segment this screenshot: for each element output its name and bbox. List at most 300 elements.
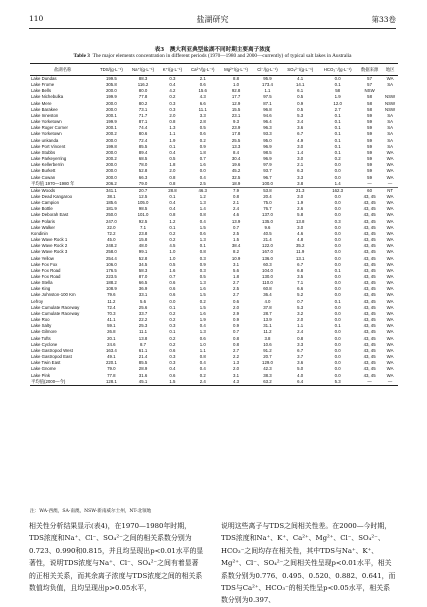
value-cell: WA: [386, 162, 394, 168]
value-cell: 0.5: [297, 94, 304, 100]
source-cell: 43, 45: [363, 200, 376, 206]
value-cell: 4.8: [297, 237, 304, 243]
value-cell: 25.6: [138, 304, 148, 310]
value-cell: 60.8: [263, 286, 272, 292]
source-cell: 43, 45: [363, 347, 376, 353]
value-cell: 4.6: [233, 212, 240, 218]
value-cell: 0.6: [199, 230, 206, 236]
value-cell: 3.7: [297, 354, 304, 360]
value-cell: 6.8: [297, 267, 304, 273]
value-cell: 0.6: [199, 82, 206, 88]
value-cell: WA: [386, 206, 394, 212]
value-cell: 0.5: [297, 106, 304, 112]
source-cell: 43, 45: [363, 310, 376, 316]
lake-name-cell: Lake Cyclone: [31, 341, 58, 347]
value-cell: NT: [382, 187, 398, 194]
value-cell: 6.7: [297, 261, 304, 267]
value-cell: 2.2: [233, 354, 240, 360]
value-cell: 2.5: [233, 286, 240, 292]
value-cell: 59.1: [107, 323, 116, 329]
value-cell: 60.3: [263, 261, 272, 267]
lake-name-cell: Lefroy: [31, 298, 44, 304]
value-cell: 13.3: [231, 143, 241, 149]
value-cell: 6.7: [297, 131, 304, 137]
page-number: 110: [29, 14, 44, 23]
value-cell: 0.0: [169, 298, 176, 304]
value-cell: 80.0: [138, 88, 148, 94]
value-cell: 1.3: [199, 200, 206, 206]
table-row: [30, 187, 398, 194]
source-cell: 43, 45: [363, 329, 376, 335]
value-cell: 1.4: [199, 206, 206, 212]
value-cell: 199.9: [105, 94, 117, 100]
lake-name-cell: Lake Parkeyerring: [31, 156, 67, 162]
page-header: [29, 14, 396, 26]
value-cell: 4.2: [169, 88, 176, 94]
value-cell: 0.0: [334, 354, 341, 360]
value-cell: 79.6: [107, 292, 116, 298]
value-cell: 73.1: [138, 106, 148, 112]
value-cell: WA: [386, 243, 394, 249]
value-cell: 3.0: [297, 193, 304, 199]
value-cell: 1.0: [199, 341, 206, 347]
value-cell: 0.9: [297, 100, 304, 106]
value-cell: 45.2: [231, 168, 241, 174]
value-cell: 0.0: [334, 335, 341, 341]
value-cell: 0.2: [169, 94, 176, 100]
value-cell: 61.1: [138, 347, 148, 353]
value-cell: 11.9: [296, 249, 305, 255]
table-note: 注：WA-西澳，SA-南澳，NSW-新南威尔士州，NT-北领地: [30, 509, 152, 514]
source-cell: 43, 45: [363, 280, 376, 286]
value-cell: 199.5: [105, 76, 117, 81]
value-cell: 20.4: [263, 193, 272, 199]
lake-name-cell: Lake Yorketown: [31, 119, 62, 125]
value-cell: 96.7: [263, 174, 272, 180]
value-cell: 98.5: [138, 206, 148, 212]
value-cell: 2.9: [233, 310, 240, 316]
value-cell: 0.1: [334, 82, 341, 88]
value-cell: 15.6: [198, 88, 207, 94]
value-cell: 0.0: [334, 347, 341, 353]
value-cell: 0.1: [334, 125, 341, 131]
value-cell: 34.5: [138, 261, 148, 267]
source-cell: 59: [367, 149, 373, 155]
paragraph-right: 说明这些离子与TDS之间相关性差。在2000—今时期，TDS浓度和Na⁺、K⁺、Ca²⁺、Mg²⁺、Cl⁻、SO₄²⁻、HCO₃⁻之间均存在相关性，其中TDS与Na⁺、K⁺、Mg²⁺、Cl⁻、SO₄²⁻之间相关性呈现p<0.01水平，相关系数分别为0.776、0.495、0.520、0.882、0.641，而TDS与Ca²⁺、HCO₃⁻的相关性呈p<0.05水平，相关系数分别为0.397、: [221, 522, 396, 605]
source-cell: 43, 45: [363, 335, 376, 341]
value-cell: 36.9: [138, 286, 148, 292]
value-cell: 200.0: [105, 100, 117, 106]
value-cell: 0.8: [233, 335, 240, 341]
value-cell: 4.3: [219, 379, 253, 386]
value-cell: 42.3: [263, 366, 272, 372]
value-cell: 1.9: [169, 137, 176, 143]
value-cell: 13.9: [263, 317, 272, 323]
value-cell: 8.7: [140, 341, 147, 347]
value-cell: 91.2: [263, 347, 272, 353]
value-cell: 6.7: [297, 347, 304, 353]
value-cell: 200.0: [105, 162, 117, 168]
value-cell: 4.1: [297, 76, 304, 81]
value-cell: 0.2: [199, 372, 206, 378]
value-cell: WA: [386, 237, 394, 243]
source-cell: 43, 45: [363, 317, 376, 323]
value-cell: 0.1: [169, 304, 176, 310]
lake-name-cell: Lake Gilmore: [31, 329, 57, 335]
value-cell: 12.5: [138, 193, 148, 199]
lake-name-cell: Lake Bottle: [31, 206, 53, 212]
value-cell: 6.3: [297, 168, 304, 174]
value-cell: 2.4: [297, 329, 304, 335]
value-cell: 200.0: [105, 88, 117, 94]
value-cell: 223.5: [105, 274, 117, 279]
value-cell: 3.5: [297, 274, 304, 279]
value-cell: 106.0: [105, 261, 117, 267]
value-cell: WA: [386, 76, 394, 81]
lake-name-cell: Lake Pink: [31, 372, 51, 378]
value-cell: 3.1: [233, 261, 240, 267]
value-cell: 6.6: [297, 286, 304, 292]
value-cell: 181.9: [105, 206, 117, 212]
source-cell: 43, 45: [363, 206, 376, 212]
source-cell: 43, 45: [363, 341, 376, 347]
value-cell: 0.3: [169, 360, 176, 366]
source-cell: 59: [367, 168, 373, 174]
value-cell: 19.6: [231, 162, 241, 168]
value-cell: WA: [386, 193, 394, 199]
value-cell: 4.0: [264, 298, 271, 304]
value-cell: 105.0: [137, 200, 149, 206]
value-cell: 1.1: [199, 347, 206, 353]
value-cell: 0.2: [169, 335, 176, 341]
value-cell: 254.4: [105, 255, 117, 261]
value-cell: 3.8: [264, 335, 271, 341]
value-cell: WA: [386, 372, 394, 378]
value-cell: WA: [386, 156, 394, 162]
value-cell: 200.0: [105, 168, 117, 174]
value-cell: 0.4: [169, 200, 176, 206]
source-cell: 59: [367, 125, 373, 131]
value-cell: 200.1: [105, 112, 117, 118]
value-cell: 9.3: [233, 119, 240, 125]
value-cell: WA: [386, 323, 394, 329]
value-cell: 79.0: [138, 180, 148, 186]
value-cell: WA: [386, 274, 394, 279]
value-cell: 1.8: [233, 274, 240, 279]
value-cell: WA: [386, 298, 394, 304]
value-cell: 85.5: [138, 360, 148, 366]
value-cell: 0.4: [169, 82, 176, 88]
value-cell: 72.4: [107, 304, 116, 310]
value-cell: 110.0: [262, 280, 273, 286]
value-cell: 2.0: [169, 168, 176, 174]
lake-name-cell: Lake Polaris: [31, 218, 55, 224]
value-cell: WA: [386, 347, 394, 353]
source-cell: 43, 45: [363, 366, 376, 372]
source-cell: 43, 45: [363, 372, 376, 378]
value-cell: 21.4: [138, 354, 148, 360]
lake-name-cell: Lake Yorketown: [31, 131, 62, 137]
value-cell: 0.6: [199, 335, 206, 341]
value-cell: 0.0: [334, 261, 341, 267]
lake-name-cell: Lake Roger Corner: [31, 125, 68, 131]
value-cell: 0.0: [334, 237, 341, 243]
column-header: TDS/(g·L⁻¹): [95, 64, 127, 76]
value-cell: 200.2: [105, 156, 117, 162]
value-cell: 0.1: [334, 149, 341, 155]
value-cell: 0.4: [199, 360, 206, 366]
value-cell: 0.0: [334, 317, 341, 323]
lake-name-cell: Lake Twin East: [31, 360, 61, 366]
lake-name-cell: Lake Johnston-100 Km: [31, 292, 76, 298]
value-cell: 23.9: [231, 125, 241, 131]
value-cell: 79.0: [107, 366, 116, 372]
value-cell: 341.1: [95, 187, 127, 194]
value-cell: 52.8: [138, 255, 148, 261]
source-cell: 59: [367, 112, 373, 118]
value-cell: 0.5: [199, 274, 206, 279]
value-cell: 8.8: [233, 76, 240, 81]
value-cell: 0.0: [334, 243, 341, 249]
source-cell: 58: [367, 100, 373, 106]
lake-name-cell: 平均值(2000—今): [30, 379, 95, 386]
value-cell: 9.6: [264, 224, 271, 230]
value-cell: 96.3: [263, 125, 272, 131]
value-cell: 5.3: [297, 304, 304, 310]
value-cell: 0.1: [334, 267, 341, 273]
value-cell: 37.8: [263, 304, 272, 310]
value-cell: WA: [386, 212, 394, 218]
lake-name-cell: Lake Campion: [31, 200, 60, 206]
value-cell: 97.5: [263, 94, 272, 100]
lake-name-cell: Lake unkanda: [31, 137, 59, 143]
value-cell: SA: [387, 125, 393, 131]
value-cell: 2.7: [334, 106, 341, 112]
value-cell: 0.4: [169, 206, 176, 212]
source-cell: 43, 45: [363, 243, 376, 249]
value-cell: 258.0: [105, 249, 117, 255]
source-cell: 43, 45: [363, 230, 376, 236]
value-cell: 0.5: [169, 156, 176, 162]
value-cell: WA: [386, 317, 394, 323]
value-cell: 85.5: [138, 143, 148, 149]
value-cell: 17.8: [231, 131, 241, 137]
value-cell: 0.0: [334, 360, 341, 366]
value-cell: 0.0: [334, 249, 341, 255]
value-cell: 0.7: [233, 329, 240, 335]
value-cell: WA: [386, 249, 394, 255]
value-cell: 1.9: [199, 317, 206, 323]
lake-name-cell: Lake Nichebulka: [31, 94, 64, 100]
value-cell: WA: [386, 149, 394, 155]
lake-name-cell: Lake Cumulate Raceway: [31, 310, 80, 316]
value-cell: 0.0: [334, 174, 341, 180]
value-cell: 0.4: [199, 218, 206, 224]
value-cell: 1.9: [297, 200, 304, 206]
lake-name-cell: Lake Mere: [31, 100, 52, 106]
lake-name-cell: Lake Dundas: [31, 76, 57, 81]
value-cell: 5.8: [297, 212, 304, 218]
value-cell: 0.0: [334, 274, 341, 279]
value-cell: 70.3: [107, 310, 116, 316]
value-cell: WA: [386, 304, 394, 310]
lake-name-cell: Lake Fox Road: [31, 274, 61, 279]
value-cell: 22.2: [138, 317, 148, 323]
value-cell: 0.0: [334, 286, 341, 292]
value-cell: 1.2: [199, 193, 206, 199]
value-cell: 24.6: [107, 341, 116, 347]
value-cell: 49.1: [107, 354, 116, 360]
value-cell: 1.3: [233, 360, 240, 366]
value-cell: 4.0: [297, 372, 304, 378]
value-cell: 28.8: [159, 187, 187, 194]
source-cell: 58: [367, 94, 373, 100]
value-cell: 2.8: [199, 119, 206, 125]
lake-name-cell: Lake Cumulate Raceway: [31, 304, 80, 310]
value-cell: 0.2: [199, 298, 206, 304]
value-cell: 0.6: [169, 292, 176, 298]
value-cell: 0.7: [169, 274, 176, 279]
value-cell: 130.0: [262, 274, 273, 279]
value-cell: 21.3: [282, 187, 318, 194]
value-cell: 2.0: [233, 366, 240, 372]
value-cell: 200.1: [105, 125, 117, 131]
lake-name-cell: Lake Cowan: [31, 174, 56, 180]
source-cell: 43, 45: [363, 237, 376, 243]
value-cell: 0.0: [334, 304, 341, 310]
value-cell: 21.4: [263, 237, 272, 243]
value-cell: 2.4: [186, 379, 219, 386]
value-cell: 0.0: [334, 310, 341, 316]
value-cell: WA: [386, 267, 394, 273]
value-cell: 25.5: [231, 137, 241, 143]
lake-name-cell: Lake Tofts: [31, 335, 51, 341]
value-cell: 0.5: [199, 125, 206, 131]
lake-name-cell: Lake Woods: [30, 187, 95, 194]
lake-name-cell: Lake Wave Rock 1: [31, 237, 68, 243]
value-cell: 0.4: [199, 323, 206, 329]
value-cell: WA: [386, 200, 394, 206]
column-header: Na⁺/(g·L⁻¹): [127, 64, 158, 76]
journal-name: 盐湖研究: [196, 15, 229, 24]
value-cell: WA: [386, 310, 394, 316]
value-cell: 35.2: [295, 243, 305, 249]
value-cell: 0.3: [169, 354, 176, 360]
value-cell: 38.4: [231, 243, 241, 249]
source-cell: 57: [367, 76, 373, 81]
value-cell: 200.2: [105, 131, 117, 137]
value-cell: 36.4: [263, 292, 272, 298]
value-cell: 0.8: [199, 354, 206, 360]
lake-name-cell: Kondinin: [31, 230, 48, 236]
value-cell: 23.1: [231, 112, 241, 118]
value-cell: 0.1: [169, 224, 176, 230]
value-cell: 163.4: [105, 347, 117, 353]
value-cell: 200.0: [105, 174, 117, 180]
value-cell: 87.1: [263, 100, 272, 106]
value-cell: SA: [387, 131, 393, 137]
value-cell: WA: [386, 341, 394, 347]
value-cell: 128.1: [95, 379, 127, 386]
value-cell: 97.9: [263, 162, 272, 168]
value-cell: WA: [386, 224, 394, 230]
table-caption-cn: 表3 澳大利亚典型盐湖不同时期主要离子浓度: [154, 47, 271, 53]
value-cell: 3.6: [297, 360, 304, 366]
value-cell: 108.9: [105, 286, 117, 292]
value-cell: 135.0: [262, 218, 273, 224]
value-cell: 0.0: [334, 168, 341, 174]
value-cell: 95.0: [263, 137, 272, 143]
value-cell: 0.2: [169, 230, 176, 236]
value-cell: 0.7: [199, 156, 206, 162]
lake-name-cell: Lake Gnome: [31, 366, 56, 372]
value-cell: 0.4: [199, 174, 206, 180]
value-cell: 1.6: [199, 162, 206, 168]
value-cell: 0.4: [199, 366, 206, 372]
value-cell: 76.7: [263, 206, 272, 212]
value-cell: 2.0: [233, 304, 240, 310]
value-cell: 0.1: [199, 243, 206, 249]
column-header: 地区: [382, 64, 398, 76]
value-cell: 185.6: [105, 200, 117, 206]
value-cell: 58.3: [138, 267, 148, 273]
value-cell: 96.9: [263, 143, 272, 149]
value-cell: 0.3: [199, 255, 206, 261]
source-cell: 43, 45: [363, 323, 376, 329]
value-cell: 7.1: [140, 224, 147, 230]
value-cell: 5.0: [297, 366, 304, 372]
source-cell: 43, 45: [363, 261, 376, 267]
value-cell: 0.9: [233, 317, 240, 323]
value-cell: 4.9: [297, 137, 304, 143]
source-cell: 43, 45: [363, 249, 376, 255]
value-cell: 89.4: [138, 149, 148, 155]
value-cell: 28.7: [263, 310, 272, 316]
value-cell: 6.6: [199, 100, 206, 106]
value-cell: 0.8: [169, 180, 176, 186]
value-cell: 45.1: [127, 379, 158, 386]
lake-name-cell: Lake Wave Rock 2: [31, 243, 68, 249]
value-cell: 0.0: [199, 168, 206, 174]
value-cell: SA: [387, 82, 393, 88]
value-cell: 28.9: [138, 366, 148, 372]
source-cell: 43, 45: [363, 360, 376, 366]
value-cell: 162.3: [318, 187, 357, 194]
source-cell: 59: [367, 174, 373, 180]
value-cell: 78.0: [138, 162, 148, 168]
value-cell: 4.6: [297, 230, 304, 236]
table-row: [30, 181, 398, 188]
value-cell: 31.1: [263, 323, 272, 329]
value-cell: 0.9: [199, 261, 206, 267]
lake-name-cell: Lake Burkett: [31, 168, 56, 174]
value-cell: SA: [387, 112, 393, 118]
value-cell: 206.2: [105, 180, 117, 186]
value-cell: 94.6: [263, 112, 272, 118]
value-cell: 4.5: [169, 243, 176, 249]
value-cell: 200.0: [105, 106, 117, 112]
value-cell: 0.1: [334, 143, 341, 149]
value-cell: 0.9: [233, 323, 240, 329]
source-cell: 43, 45: [363, 286, 376, 292]
value-cell: 0.1: [334, 131, 341, 137]
value-cell: 75.0: [263, 200, 272, 206]
source-cell: 59: [367, 137, 373, 143]
value-cell: 200.0: [105, 137, 117, 143]
value-cell: 1.9: [334, 94, 341, 100]
value-cell: 4.3: [199, 94, 206, 100]
value-cell: 176.5: [105, 267, 117, 273]
